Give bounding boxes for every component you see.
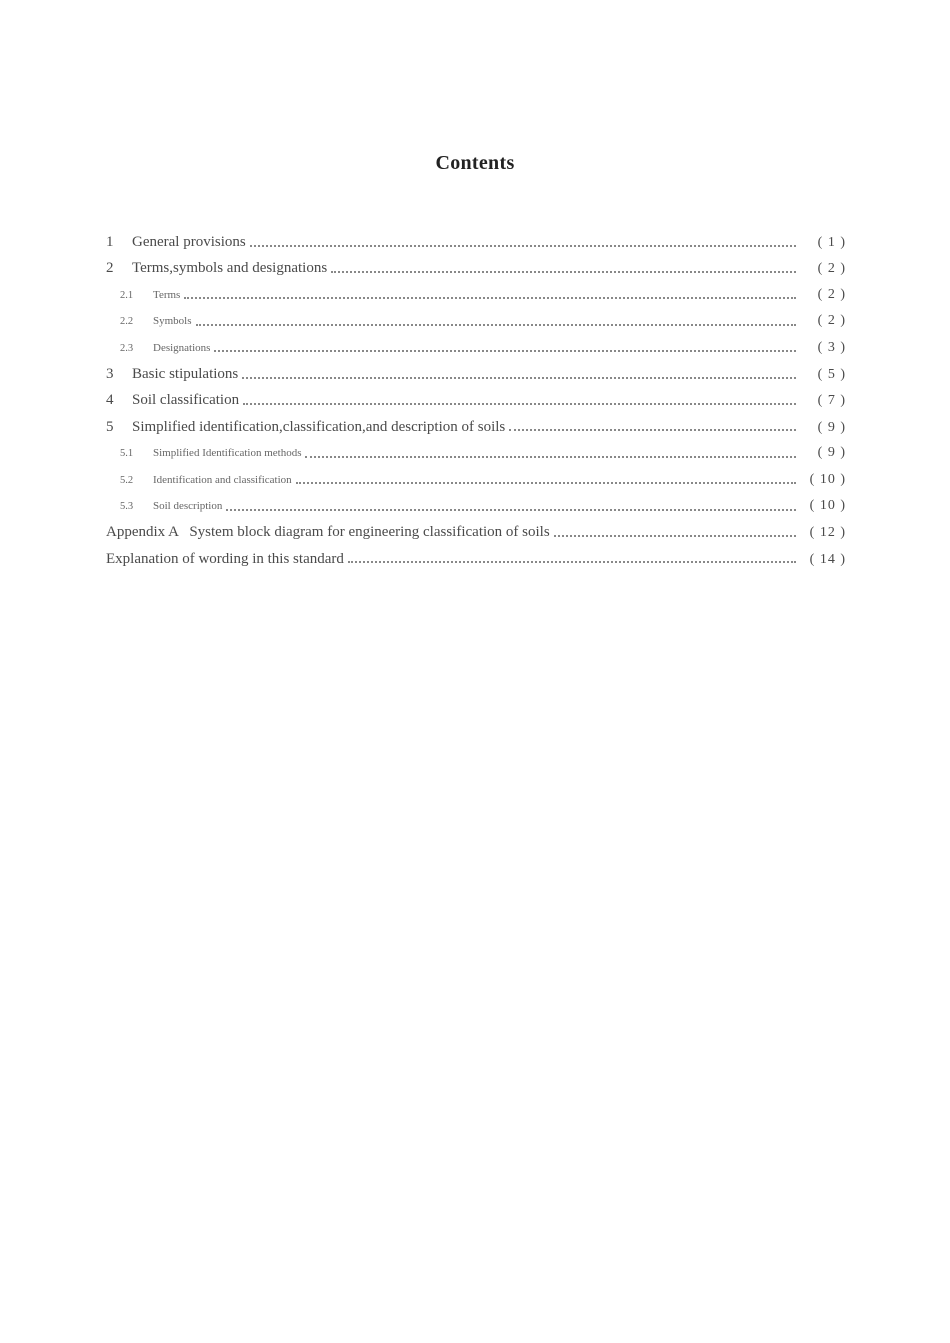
toc-entry-number: 5.2	[120, 474, 134, 486]
toc-leader-dots	[226, 508, 796, 511]
toc-entry-number: 3	[106, 365, 114, 382]
toc-entry-page: ( 5 )	[817, 366, 846, 382]
toc-entry-designations[interactable]	[106, 335, 846, 361]
toc-entry-page: ( 2 )	[817, 313, 846, 329]
toc-leader-dots	[184, 296, 796, 299]
toc-leader-dots	[242, 376, 796, 379]
toc-leader-dots	[196, 323, 796, 326]
toc-entry-explanation-of-wording[interactable]	[106, 546, 846, 572]
toc-entry-page: ( 3 )	[817, 339, 846, 355]
toc-entry-simplified-identification-methods[interactable]	[106, 440, 846, 466]
toc-entry-number: 2.2	[120, 316, 134, 328]
toc-entry-label: Soil classification	[132, 392, 240, 409]
toc-leader-dots	[250, 244, 796, 247]
page-title: Contents	[435, 152, 515, 174]
toc-entry-page: ( 14 )	[809, 551, 846, 567]
toc-entry-basic-stipulations[interactable]	[106, 361, 846, 387]
toc-entry-page: ( 9 )	[817, 445, 846, 461]
toc-leader-dots	[296, 481, 796, 484]
toc-entry-label: Terms,symbols and designations	[132, 260, 328, 277]
toc-entry-number: 5.1	[120, 448, 134, 460]
toc-entry-number: 5.3	[120, 500, 134, 512]
toc-leader-dots	[214, 349, 796, 352]
toc-entry-label: Basic stipulations	[132, 365, 239, 382]
toc-entry-simplified-identification[interactable]	[106, 414, 846, 440]
toc-entry-terms-symbols-designations[interactable]	[106, 255, 846, 281]
toc-entry-label: Appendix A System block diagram for engineering classification of soils	[106, 524, 550, 541]
toc-entry-page: ( 7 )	[817, 393, 846, 409]
toc-entry-page: ( 2 )	[817, 261, 846, 277]
toc-entry-label: General provisions	[132, 234, 246, 250]
toc-entry-label: Explanation of wording in this standard	[106, 550, 344, 567]
toc-entry-appendix-a[interactable]	[106, 519, 846, 545]
toc-entry-number: 5	[106, 418, 114, 435]
toc-entry-page: ( 9 )	[817, 419, 846, 435]
toc-leader-dots	[554, 534, 796, 537]
toc-entry-number: 4	[106, 392, 114, 409]
toc-entry-number: 1	[106, 234, 114, 250]
toc-leader-dots	[331, 270, 796, 273]
toc-entry-general-provisions[interactable]	[106, 229, 846, 255]
toc-entry-number: 2.1	[120, 289, 134, 301]
toc-entry-page: ( 2 )	[817, 286, 846, 302]
toc-entry-page: ( 10 )	[809, 497, 846, 513]
toc-entry-page: ( 1 )	[817, 235, 846, 250]
toc-leader-dots	[509, 428, 796, 431]
toc-leader-dots	[305, 455, 796, 458]
toc-list	[106, 229, 846, 572]
toc-entry-number: 2	[106, 260, 114, 277]
toc-entry-label: Simplified identification,classification,and description of soils	[132, 418, 506, 435]
toc-entry-terms[interactable]	[106, 282, 846, 308]
toc-entry-label: Designations	[153, 341, 211, 354]
toc-entry-label: Simplified Identification methods	[153, 447, 302, 460]
toc-leader-dots	[348, 560, 796, 563]
toc-entry-soil-description[interactable]	[106, 493, 846, 519]
toc-entry-symbols[interactable]	[106, 308, 846, 334]
toc-leader-dots	[243, 402, 796, 405]
toc-entry-soil-classification[interactable]	[106, 387, 846, 413]
toc-entry-label: Soil description	[153, 499, 223, 512]
toc-entry-page: ( 10 )	[809, 471, 846, 487]
toc-entry-label: Symbols	[153, 315, 192, 328]
toc-entry-label: Terms	[153, 288, 181, 301]
toc-entry-label: Identification and classification	[153, 473, 292, 486]
toc-entry-identification-classification[interactable]	[106, 467, 846, 493]
toc-entry-page: ( 12 )	[809, 525, 846, 541]
toc-entry-number: 2.3	[120, 342, 134, 354]
